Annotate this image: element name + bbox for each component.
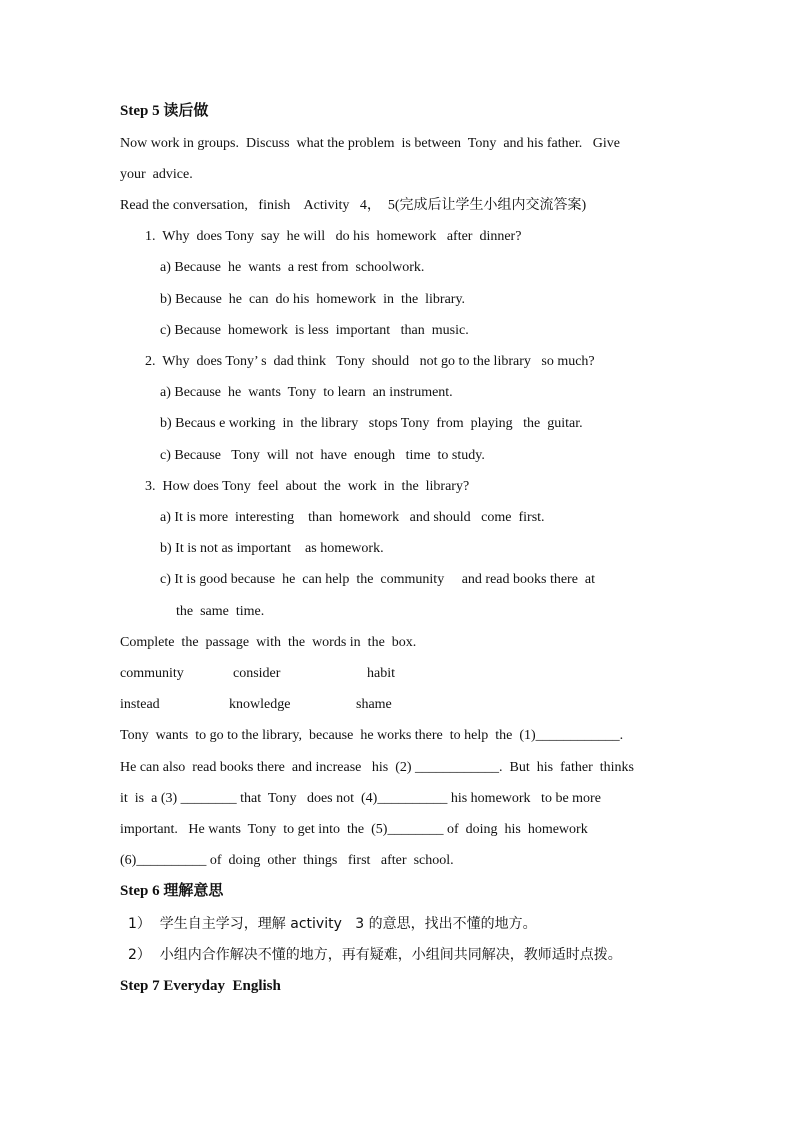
q3-option-b: b) It is not as important as homework.	[160, 541, 384, 556]
q2-option-b: b) Becaus e working in the library stops Tony from playing the guitar.	[160, 416, 583, 431]
step6-item-2: 2） 小组内合作解决不懂的地方，再有疑难，小组间共同解决，教师适时点拨。	[128, 947, 622, 963]
question-2: 2. Why does Tony’ s dad think Tony should not go to the library so much?	[145, 354, 595, 369]
q2-option-c: c) Because Tony will not have enough time to study.	[160, 448, 485, 463]
passage-line: He can also read books there and increase his (2) ____________. But his father thinks	[120, 760, 634, 775]
question-3: 3. How does Tony feel about the work in the library?	[145, 479, 470, 494]
q1-option-a: a) Because he wants a rest from schoolwork.	[160, 260, 425, 275]
passage-instruction: Complete the passage with the words in the box.	[120, 635, 417, 650]
instruction-line-1: Now work in groups. Discuss what the problem is between Tony and his father. Give	[120, 136, 620, 151]
step7-heading: Step 7 Everyday English	[120, 978, 281, 994]
instruction-line-2: your advice.	[120, 167, 193, 182]
word-box-item: shame	[356, 697, 392, 712]
q3-option-c: c) It is good because he can help the community and read books there at	[160, 572, 596, 587]
q2-option-a: a) Because he wants Tony to learn an instrument.	[160, 385, 453, 400]
word-box-item: consider	[233, 666, 281, 681]
q1-option-c: c) Because homework is less important than music.	[160, 323, 469, 338]
passage-line: it is a (3) ________ that Tony does not (4)__________ his homework to be more	[120, 791, 601, 806]
step6-heading: Step 6 理解意思	[120, 883, 224, 899]
passage-line: important. He wants Tony to get into the (5)________ of doing his homework	[120, 822, 588, 837]
word-box-item: knowledge	[229, 697, 291, 712]
word-box-item: instead	[120, 697, 160, 712]
word-box-item: community	[120, 666, 184, 681]
q1-option-b: b) Because he can do his homework in the library.	[160, 292, 466, 307]
instruction-line-3: Read the conversation, finish Activity 4， 5(完成后让学生小组内交流答案)	[120, 198, 587, 213]
q3-option-a: a) It is more interesting than homework and should come first.	[160, 510, 545, 525]
passage-line: (6)__________ of doing other things first after school.	[120, 853, 454, 868]
passage-line: Tony wants to go to the library, because he works there to help the (1)____________.	[120, 728, 624, 743]
q3-option-c-continued: the same time.	[176, 604, 265, 619]
question-1: 1. Why does Tony say he will do his homework after dinner?	[145, 229, 522, 244]
step6-item-1: 1） 学生自主学习，理解 activity 3 的意思，找出不懂的地方。	[128, 916, 537, 932]
word-box-item: habit	[367, 666, 395, 681]
step5-heading: Step 5 读后做	[120, 103, 209, 119]
